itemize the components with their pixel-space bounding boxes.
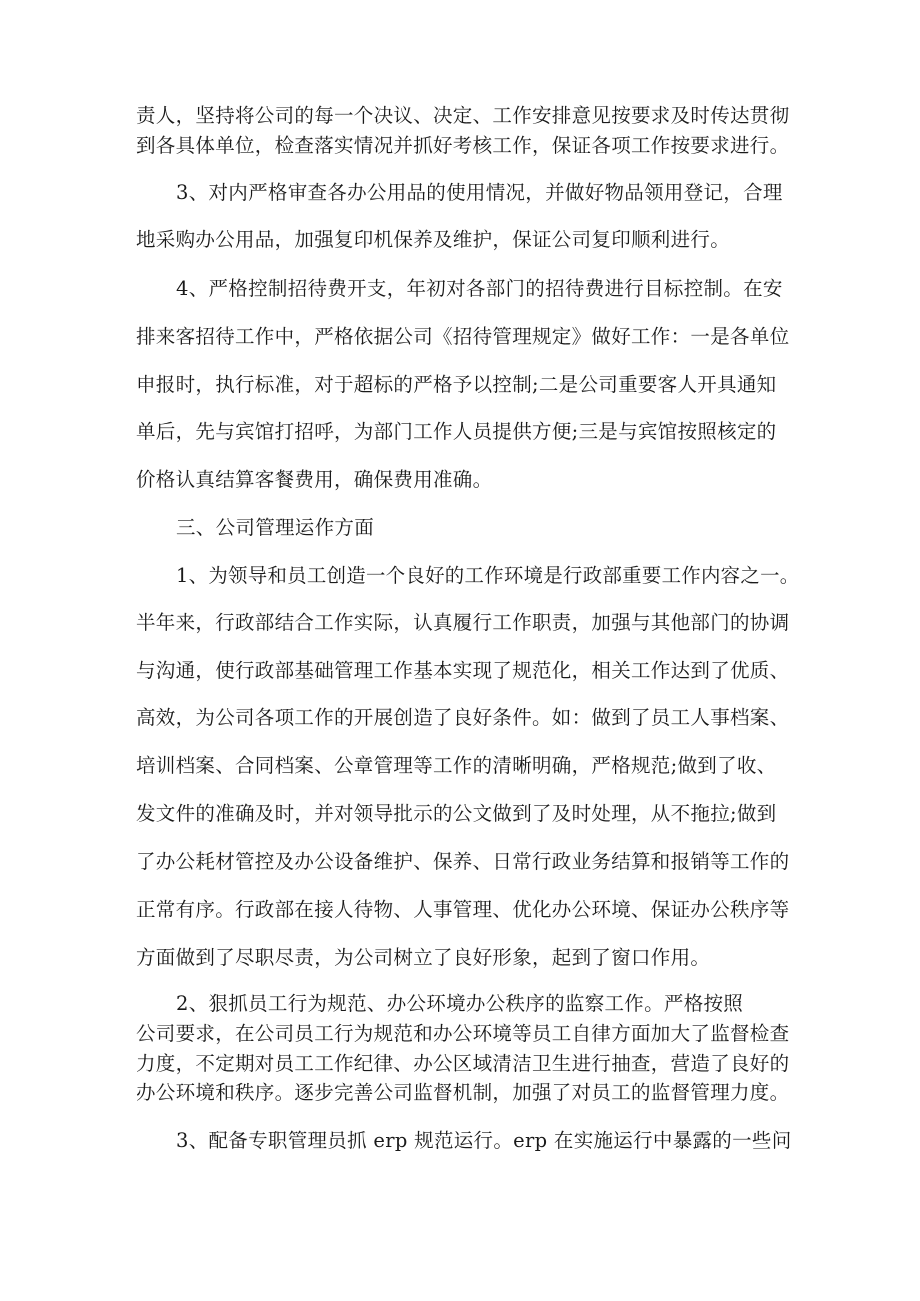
paragraph-line: 办公环境和秩序。逐步完善公司监督机制，加强了对员工的监督管理力度。 [136,1081,790,1104]
paragraph-line: 2、狠抓员工行为规范、办公环境办公秩序的监察工作。严格按照 [176,992,744,1015]
paragraph-line: 价格认真结算客餐费用，确保费用准确。 [136,468,493,491]
paragraph-line: 半年来，行政部结合工作实际，认真履行工作职责，加强与其他部门的协调 [136,611,790,634]
paragraph-line: 培训档案、合同档案、公章管理等工作的清晰明确，严格规范;做到了收、 [136,754,777,777]
paragraph-line: 排来客招待工作中，严格依据公司《招待管理规定》做好工作：一是各单位 [136,325,790,348]
section-heading: 三、公司管理运作方面 [176,516,375,539]
paragraph-line: 申报时，执行标准，对于超标的严格予以控制;二是公司重要客人开具通知 [136,373,777,396]
paragraph-line: 责人，坚持将公司的每一个决议、决定、工作安排意见按要求及时传达贯彻 [136,104,790,127]
paragraph-line: 到各具体单位，检查落实情况并抓好考核工作，保证各项工作按要求进行。 [136,134,790,157]
paragraph-line: 高效，为公司各项工作的开展创造了良好条件。如：做到了员工人事档案、 [136,706,790,729]
paragraph-line: 发文件的准确及时，并对领导批示的公文做到了及时处理，从不拖拉;做到 [136,802,777,825]
paragraph-line: 3、配备专职管理员抓 erp 规范运行。erp 在实施运行中暴露的一些问 [176,1129,792,1152]
paragraph-line: 3、对内严格审查各办公用品的使用情况，并做好物品领用登记，合理 [176,181,783,204]
paragraph-line: 正常有序。行政部在接人待物、人事管理、优化办公环境、保证办公秩序等 [136,898,790,921]
paragraph-line: 地采购办公用品，加强复印机保养及维护，保证公司复印顺利进行。 [136,228,731,251]
paragraph-line: 与沟通，使行政部基础管理工作基本实现了规范化，相关工作达到了优质、 [136,659,790,682]
paragraph-line: 力度，不定期对员工工作纪律、办公区域清洁卫生进行抽查，营造了良好的 [136,1052,790,1075]
paragraph-line: 公司要求，在公司员工行为规范和办公环境等员工自律方面加大了监督检查 [136,1022,790,1045]
paragraph-line: 方面做到了尽职尽责，为公司树立了良好形象，起到了窗口作用。 [136,946,711,969]
paragraph-line: 4、严格控制招待费开支，年初对各部门的招待费进行目标控制。在安 [176,277,783,300]
paragraph-line: 了办公耗材管控及办公设备维护、保养、日常行政业务结算和报销等工作的 [136,850,790,873]
paragraph-line: 1、为领导和员工创造一个良好的工作环境是行政部重要工作内容之一。 [176,564,800,587]
paragraph-line: 单后，先与宾馆打招呼，为部门工作人员提供方便;三是与宾馆按照核定的 [136,420,777,443]
